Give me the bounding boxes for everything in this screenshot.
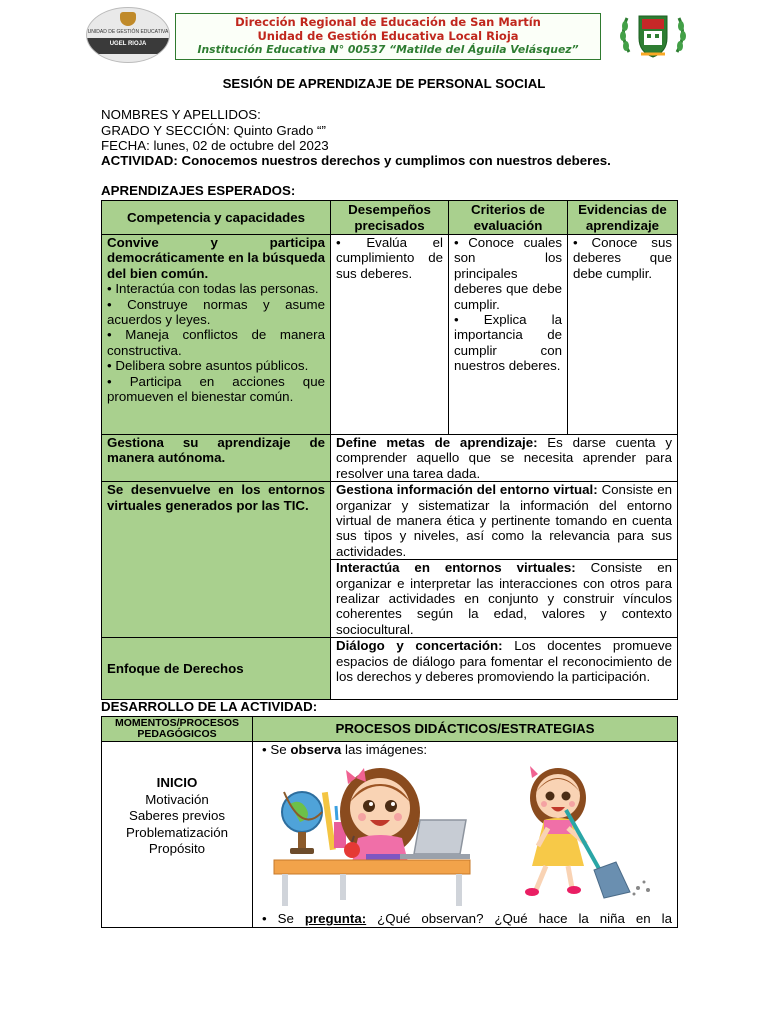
gestiona-info-label: Gestiona información del entorno virtual:: [336, 482, 598, 498]
aprendizajes-table: [101, 200, 678, 700]
table-row: [102, 482, 678, 560]
competencia-gestiona: Gestiona su aprendizaje de manera autónoma.: [102, 435, 331, 482]
momento-item: Saberes previos: [128, 808, 226, 823]
actividad-line: [101, 153, 611, 168]
gestiona-info-cell: [331, 482, 678, 560]
capacidad-item: • Interactúa con todas las personas.: [107, 281, 319, 297]
table-row: [102, 638, 678, 700]
observa-post: las imágenes:: [341, 742, 428, 757]
table-header-row: [102, 201, 678, 235]
grado-line: GRADO Y SECCIÓN: Quinto Grado “”: [101, 123, 326, 138]
document-title: SESIÓN DE APRENDIZAJE DE PERSONAL SOCIAL: [222, 76, 546, 91]
desarrollo-label: DESARROLLO DE LA ACTIVIDAD:: [101, 699, 318, 714]
criterios-cell: [449, 235, 568, 435]
pregunta-post: ¿Qué observan? ¿Qué hace la niña en la: [366, 911, 672, 927]
girl-studying-illustration: [270, 762, 475, 907]
pregunta-line: • Se pregunta: ¿Qué observan? ¿Qué hace la niña en la: [262, 911, 672, 927]
dialogo-text: Los docentes promueve espacios de diálogo para fomentar el reconocimiento de los derechos y deberes promoviendo la participación.: [336, 638, 672, 685]
competencia-tic: Se desenvuelve en los entornos virtuales generados por las TIC.: [102, 482, 331, 638]
observa-bold: observa: [290, 742, 342, 757]
pregunta-pre: Se: [277, 911, 305, 927]
inicio-cell: [102, 742, 253, 928]
capacidad-item: • Construye normas y asume acuerdos y leyes.: [107, 296, 325, 328]
observa-line: • Se observa las imágenes:: [262, 742, 428, 757]
interactua-label: Interactúa en entornos virtuales:: [336, 560, 576, 576]
table-header-row: [102, 717, 678, 742]
header-procesos: PROCESOS DIDÁCTICOS/ESTRATEGIAS: [253, 717, 678, 742]
desempeno-cell: • Evalúa el cumplimiento de sus deberes.: [331, 235, 449, 435]
interactua-cell: [331, 560, 678, 638]
observa-pre: Se: [270, 742, 291, 757]
dialogo-label: Diálogo y concertación:: [336, 638, 503, 654]
capacidad-item: • Delibera sobre asuntos públicos.: [107, 358, 309, 374]
metas-cell: [331, 435, 678, 482]
evidencia-cell: • Conoce sus deberes que debe cumplir.: [568, 235, 678, 435]
institution-banner: [175, 13, 601, 60]
fecha-line: FECHA: lunes, 02 de octubre del 2023: [101, 138, 329, 153]
nombres-line: NOMBRES Y APELLIDOS:: [101, 107, 261, 122]
gestiona-info-text: Consiste en organizar y sistematizar la información del entorno virtual de manera ética y pertinente tomando en cuenta sus tipos y niveles, así como la relevancia para sus actividades.: [336, 482, 672, 559]
criterio-item: • Explica la importancia de cumplir con nuestros deberes.: [454, 312, 562, 374]
metas-text: Es darse cuenta y comprender aquello que se necesita aprender para resolver una tarea dada.: [336, 435, 672, 481]
header-competencia: Competencia y capacidades: [102, 201, 331, 235]
ugel-logo-text: UGEL RIOJA: [109, 41, 147, 47]
header-desempenos: Desempeños precisados: [331, 201, 449, 235]
banner-line-2: Unidad de Gestión Educativa Local Rioja: [257, 29, 519, 43]
table-row: [102, 435, 678, 482]
crest-icon: [120, 12, 136, 26]
header-momentos: MOMENTOS/PROCESOS PEDAGÓGICOS: [102, 717, 253, 742]
table-row: [102, 235, 678, 435]
girl-sweeping-illustration: [508, 762, 658, 907]
pregunta-bold: pregunta:: [304, 911, 367, 927]
banner-line-1: Dirección Regional de Educación de San Martín: [235, 15, 541, 29]
capacidad-item: • Maneja conflictos de manera constructiva.: [107, 327, 325, 358]
ugel-logo: [86, 7, 170, 63]
momento-item: Problematización: [126, 824, 228, 840]
actividad-label: ACTIVIDAD:: [101, 153, 178, 168]
competencia-title: Convive y participa democráticamente en la búsqueda del bien común.: [107, 235, 325, 281]
actividad-value: Conocemos nuestros derechos y cumplimos con nuestros deberes.: [177, 153, 611, 168]
capacidad-item: • Participa en acciones que promueven el bienestar común.: [107, 373, 325, 405]
school-shield-logo: [613, 10, 693, 60]
banner-line-3: Institución Educativa N° 00537 “Matilde del Águila Velásquez”: [197, 43, 579, 56]
momento-item: Motivación: [145, 791, 209, 807]
aprendizajes-label: APRENDIZAJES ESPERADOS:: [101, 183, 296, 198]
enfoque-cell: Enfoque de Derechos: [102, 638, 331, 700]
interactua-text: Consiste en organizar e interpretar las interacciones con otros para realizar actividades en conjunto y construir vínculos coherentes según la edad, valores y contexto sociocultural.: [336, 560, 672, 637]
momento-item: Propósito: [148, 841, 206, 856]
header-evidencias: Evidencias de aprendizaje: [568, 201, 678, 235]
ugel-logo-subtitle: UNIDAD DE GESTIÓN EDUCATIVA: [87, 29, 169, 35]
header-criterios: Criterios de evaluación: [449, 201, 568, 235]
competencia-cell: [102, 235, 331, 435]
inicio-title: INICIO: [156, 775, 198, 790]
dialogo-cell: [331, 638, 678, 700]
criterio-item: • Conoce cuales son los principales deberes que debe cumplir.: [454, 235, 562, 312]
metas-label: Define metas de aprendizaje:: [336, 435, 538, 450]
